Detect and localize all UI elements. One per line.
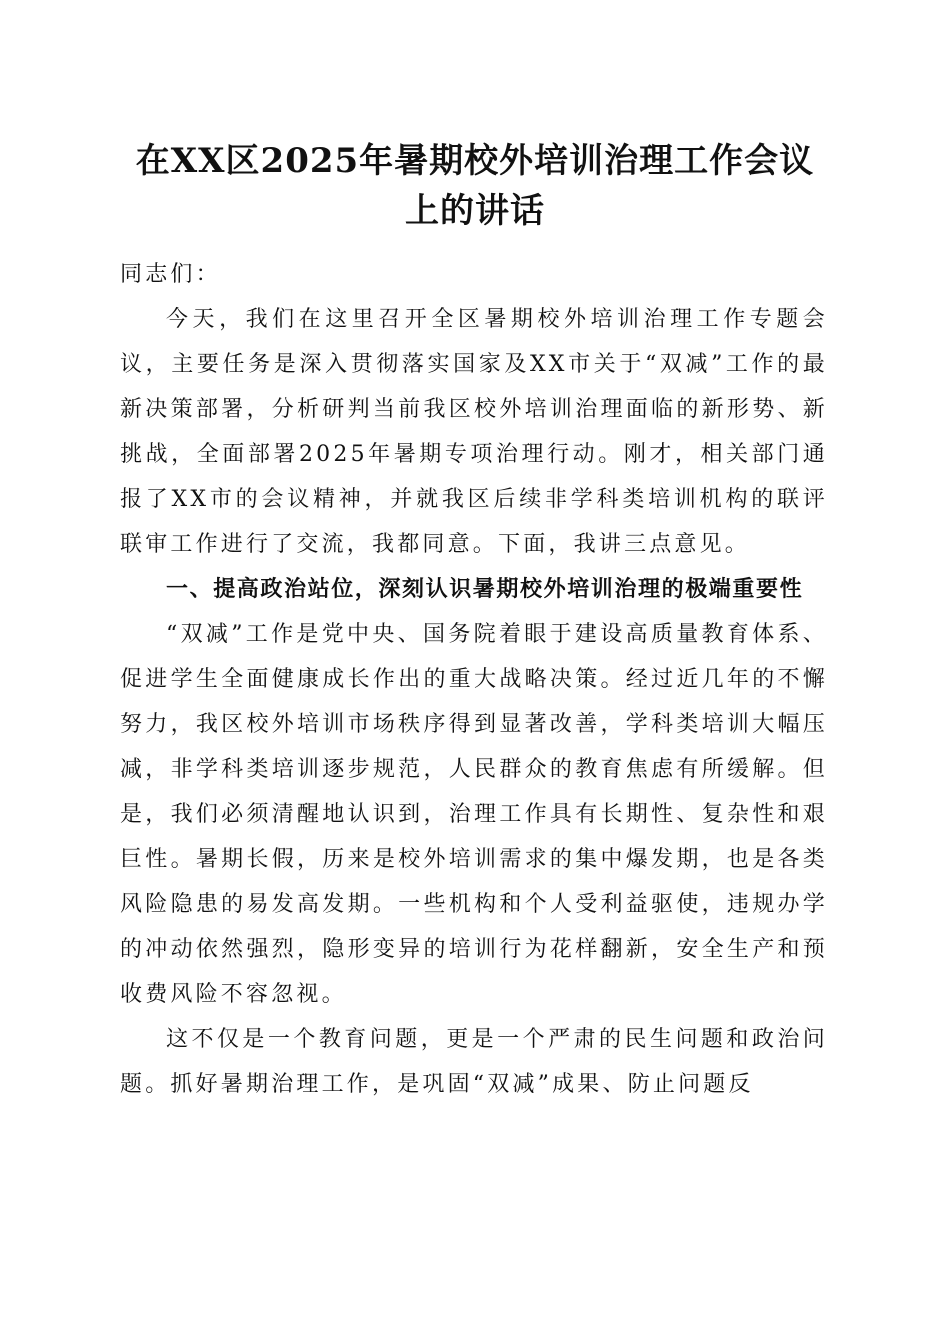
- salutation: 同志们：: [120, 262, 221, 287]
- title-line-2: 上的讲话: [405, 191, 545, 231]
- section-heading-1: 一、提高政治站位，深刻认识暑期校外培训治理的极端重要性: [166, 577, 804, 602]
- document-body: [120, 252, 828, 1107]
- title-line-1: 在XX区2025年暑期校外培训治理工作会议: [135, 141, 815, 181]
- paragraph-section-1: “双减”工作是党中央、国务院着眼于建设高质量教育体系、促进学生全面健康成长作出的重大战略决策。经过近几年的不懈努力，我区校外培训市场秩序得到显著改善，学科类培训大幅压减，非学科类培训逐步规范，人民群众的教育焦虑有所缓解。但是，我们必须清醒地认识到，治理工作具有长期性、复杂性和艰巨性。暑期长假，历来是校外培训需求的集中爆发期，也是各类风险隐患的易发高发期。一些机构和个人受利益驱使，违规办学的冲动依然强烈，隐形变异的培训行为花样翻新，安全生产和预收费风险不容忽视。: [120, 622, 828, 1007]
- document-title: [110, 136, 840, 236]
- paragraph-section-1-continued: 这不仅是一个教育问题，更是一个严肃的民生问题和政治问题。抓好暑期治理工作，是巩固“双减”成果、防止问题反: [120, 1027, 828, 1097]
- paragraph-opening: 今天，我们在这里召开全区暑期校外培训治理工作专题会议，主要任务是深入贯彻落实国家及XX市关于“双减”工作的最新决策部署，分析研判当前我区校外培训治理面临的新形势、新挑战，全面部署2025年暑期专项治理行动。刚才，相关部门通报了XX市的会议精神，并就我区后续非学科类培训机构的联评联审工作进行了交流，我都同意。下面，我讲三点意见。: [120, 307, 828, 557]
